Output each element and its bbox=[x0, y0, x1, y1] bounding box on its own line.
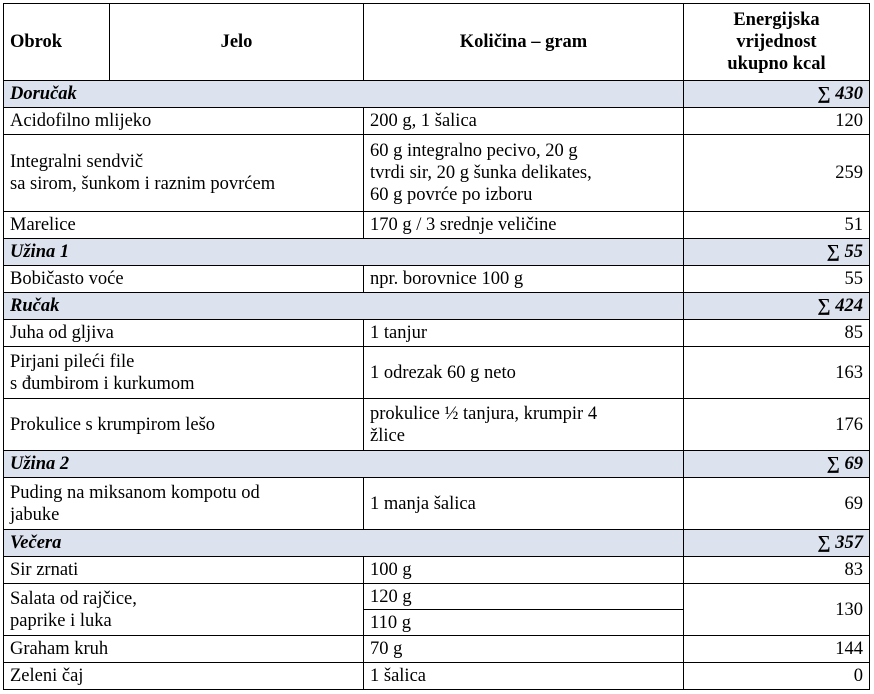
section-row-rucak bbox=[4, 293, 870, 320]
food-cell bbox=[4, 347, 364, 399]
kcal-cell: 130 bbox=[684, 584, 870, 636]
food-line: paprike i luka bbox=[10, 610, 112, 631]
section-name: Večera bbox=[4, 530, 684, 557]
kcal-cell: 83 bbox=[684, 557, 870, 584]
food-cell: Zeleni čaj bbox=[4, 663, 364, 690]
section-total: ∑ 424 bbox=[684, 293, 870, 320]
quantity-cell: 70 g bbox=[364, 636, 684, 663]
section-total: ∑ 430 bbox=[684, 81, 870, 108]
header-row bbox=[4, 4, 870, 81]
meal-plan-table bbox=[3, 3, 870, 690]
quantity-line: 60 g povrće po izboru bbox=[370, 185, 533, 205]
section-name: Užina 2 bbox=[4, 451, 684, 478]
table-row bbox=[4, 212, 870, 239]
food-line: sa sirom, šunkom i raznim povrćem bbox=[10, 174, 276, 194]
quantity-cell: npr. borovnice 100 g bbox=[364, 266, 684, 293]
quantity-cell: 110 g bbox=[364, 610, 684, 636]
header-obrok: Obrok bbox=[4, 4, 110, 81]
table-row bbox=[4, 636, 870, 663]
table-row bbox=[4, 347, 870, 399]
quantity-cell: 170 g / 3 srednje veličine bbox=[364, 212, 684, 239]
food-cell bbox=[4, 478, 364, 530]
header-energ-line3: ukupno kcal bbox=[727, 54, 826, 74]
table-row bbox=[4, 108, 870, 135]
quantity-cell: 1 manja šalica bbox=[364, 478, 684, 530]
kcal-cell: 176 bbox=[684, 399, 870, 451]
food-line: jabuke bbox=[10, 504, 60, 525]
food-line: Integralni sendvič bbox=[10, 152, 144, 172]
table-row bbox=[4, 266, 870, 293]
food-line: Salata od rajčice, bbox=[10, 588, 137, 609]
section-total: ∑ 69 bbox=[684, 451, 870, 478]
header-energ-line2: vrijednost bbox=[736, 32, 817, 52]
food-cell: Graham kruh bbox=[4, 636, 364, 663]
food-line: Puding na miksanom kompotu od bbox=[10, 482, 260, 503]
table-row bbox=[4, 478, 870, 530]
table-row bbox=[4, 663, 870, 690]
food-cell bbox=[4, 135, 364, 212]
quantity-cell: 100 g bbox=[364, 557, 684, 584]
food-line: Pirjani pileći file bbox=[10, 351, 135, 372]
food-cell bbox=[4, 584, 364, 636]
kcal-cell: 0 bbox=[684, 663, 870, 690]
section-total: ∑ 357 bbox=[684, 530, 870, 557]
quantity-cell: 200 g, 1 šalica bbox=[364, 108, 684, 135]
quantity-cell: 1 šalica bbox=[364, 663, 684, 690]
header-jelo: Jelo bbox=[110, 4, 364, 81]
food-cell: Juha od gljiva bbox=[4, 320, 364, 347]
food-cell: Marelice bbox=[4, 212, 364, 239]
quantity-line: prokulice ½ tanjura, krumpir 4 bbox=[370, 403, 598, 424]
header-kolicina: Količina – gram bbox=[364, 4, 684, 81]
header-energ-line1: Energijska bbox=[733, 10, 820, 30]
section-row-dorucak bbox=[4, 81, 870, 108]
kcal-cell: 144 bbox=[684, 636, 870, 663]
kcal-cell: 163 bbox=[684, 347, 870, 399]
quantity-cell: 1 odrezak 60 g neto bbox=[364, 347, 684, 399]
kcal-cell: 120 bbox=[684, 108, 870, 135]
quantity-cell: 1 tanjur bbox=[364, 320, 684, 347]
quantity-line: 60 g integralno pecivo, 20 g bbox=[370, 141, 578, 161]
food-line: s đumbirom i kurkumom bbox=[10, 373, 195, 394]
kcal-cell: 55 bbox=[684, 266, 870, 293]
kcal-cell: 51 bbox=[684, 212, 870, 239]
section-row-uzina1 bbox=[4, 239, 870, 266]
food-cell: Acidofilno mlijeko bbox=[4, 108, 364, 135]
kcal-cell: 259 bbox=[684, 135, 870, 212]
section-total: ∑ 55 bbox=[684, 239, 870, 266]
quantity-line: žlice bbox=[370, 425, 405, 446]
section-name: Doručak bbox=[4, 81, 684, 108]
header-energ bbox=[684, 4, 870, 81]
quantity-cell: 120 g bbox=[364, 584, 684, 610]
food-cell: Bobičasto voće bbox=[4, 266, 364, 293]
section-row-uzina2 bbox=[4, 451, 870, 478]
food-cell: Sir zrnati bbox=[4, 557, 364, 584]
section-name: Užina 1 bbox=[4, 239, 684, 266]
quantity-cell bbox=[364, 399, 684, 451]
table-row bbox=[4, 320, 870, 347]
quantity-cell bbox=[364, 135, 684, 212]
food-cell: Prokulice s krumpirom lešo bbox=[4, 399, 364, 451]
section-row-vecera bbox=[4, 530, 870, 557]
table-row bbox=[4, 557, 870, 584]
section-name: Ručak bbox=[4, 293, 684, 320]
kcal-cell: 85 bbox=[684, 320, 870, 347]
kcal-cell: 69 bbox=[684, 478, 870, 530]
table-row bbox=[4, 584, 870, 610]
quantity-line: tvrdi sir, 20 g šunka delikates, bbox=[370, 163, 592, 183]
table-row bbox=[4, 399, 870, 451]
table-row bbox=[4, 135, 870, 212]
